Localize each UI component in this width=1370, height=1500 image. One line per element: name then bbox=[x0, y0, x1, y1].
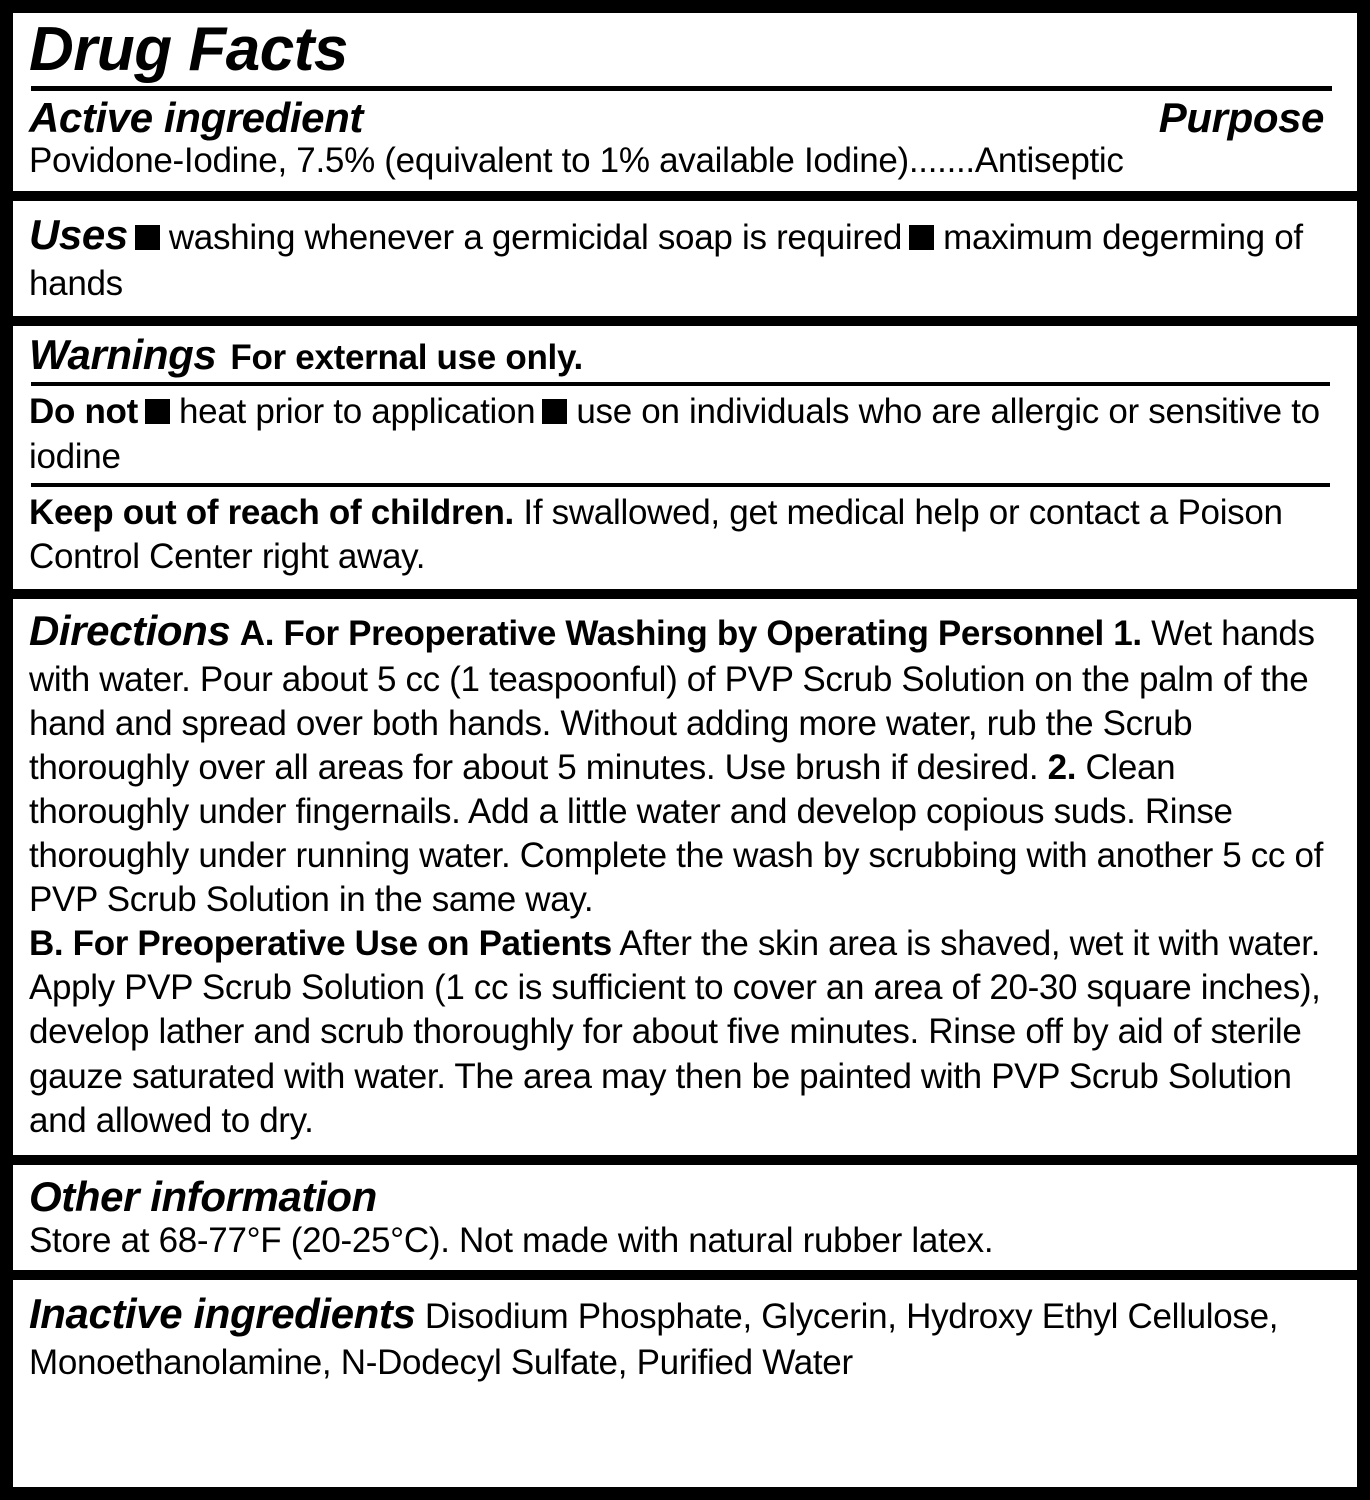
directions-part-a bbox=[29, 605, 1342, 922]
page-title: Drug Facts bbox=[29, 15, 348, 84]
square-bullet-icon bbox=[145, 399, 170, 424]
do-not-label: Do not bbox=[29, 392, 138, 432]
active-ingredient-heading: Active ingredient bbox=[29, 93, 363, 141]
warnings-header-row bbox=[29, 332, 1342, 378]
directions-part-b-text: After the skin area is shaved, wet it with water. Apply PVP Scrub Solution (1 cc is sufficient to cover an area of 20-30 square inches), develop lather and scrub thoroughly for about five minutes. Rinse off by aid of sterile gauze saturated with water. The area may then be painted with PVP Scrub Solution and allowed to dry. bbox=[29, 924, 1321, 1140]
directions-panel bbox=[13, 599, 1357, 1155]
keep-out-content bbox=[29, 491, 1342, 579]
directions-part-a-text-1: Wet hands with water. Pour about 5 cc (1 teaspoonful) of PVP Scrub Solution on the palm of the hand and spread over both hands. Without adding more water, rub the Scrub thoroughly over all areas for about 5 minutes. Use brush if desired. bbox=[29, 613, 1315, 787]
square-bullet-icon bbox=[542, 399, 567, 424]
title-panel bbox=[13, 13, 1357, 91]
active-ingredient-header-row bbox=[29, 95, 1342, 141]
do-not-item-1: use on individuals who are allergic or sensitive to iodine bbox=[29, 392, 1320, 476]
keep-out-rule bbox=[31, 483, 1330, 487]
directions-heading: Directions bbox=[29, 606, 231, 654]
warnings-heading: Warnings bbox=[29, 331, 217, 379]
inactive-ingredients-heading: Inactive ingredients bbox=[29, 1289, 416, 1337]
warnings-rule bbox=[31, 382, 1330, 386]
other-information-text: Store at 68-77°F (20-25°C). Not made with natural rubber latex. bbox=[29, 1220, 994, 1260]
uses-heading: Uses bbox=[29, 211, 128, 259]
directions-heading-spacer bbox=[230, 614, 239, 653]
other-information-panel bbox=[13, 1165, 1357, 1270]
inactive-ingredients-text: Disodium Phosphate, Glycerin, Hydroxy Ethyl Cellulose, Monoethanolamine, N-Dodecyl Sulfate, Purified Water bbox=[29, 1296, 1279, 1382]
other-information-heading: Other information bbox=[29, 1172, 377, 1220]
section-divider-bar bbox=[13, 1155, 1357, 1165]
uses-content bbox=[29, 209, 1342, 306]
inactive-ingredients-panel bbox=[13, 1280, 1357, 1395]
uses-panel bbox=[13, 201, 1357, 316]
keep-out-label: Keep out of reach of children. bbox=[29, 492, 514, 532]
do-not-item-0: heat prior to application bbox=[179, 392, 536, 432]
directions-part-a-text-2: Clean thoroughly under fingernails. Add a little water and develop copious suds. Rinse thoroughly under running water. Complete the wash by scrubbing with another 5 cc of PVP Scrub Solution in the same way. bbox=[29, 747, 1323, 920]
keep-out-text: If swallowed, get medical help or contact a Poison Control Center right away. bbox=[29, 492, 1283, 576]
active-ingredient-panel bbox=[13, 91, 1357, 191]
directions-step-2-label: 2. bbox=[1047, 747, 1077, 787]
uses-item-0: washing whenever a germicidal soap is required bbox=[168, 218, 903, 258]
section-divider-bar bbox=[13, 191, 1357, 201]
square-bullet-icon bbox=[135, 225, 160, 250]
warnings-panel bbox=[13, 326, 1357, 589]
section-divider-bar bbox=[13, 589, 1357, 599]
square-bullet-icon bbox=[909, 225, 934, 250]
section-divider-bar bbox=[13, 1270, 1357, 1280]
active-ingredient-line: Povidone-Iodine, 7.5% (equivalent to 1% available Iodine).......Antiseptic bbox=[29, 141, 1124, 181]
section-divider-bar bbox=[13, 316, 1357, 326]
do-not-content bbox=[29, 390, 1342, 478]
directions-part-b-label: B. For Preoperative Use on Patients bbox=[29, 924, 612, 964]
inactive-ingredients-content bbox=[29, 1288, 1342, 1385]
purpose-heading: Purpose bbox=[1158, 93, 1324, 141]
warnings-subheading: For external use only. bbox=[230, 338, 583, 378]
uses-item-1: maximum degerming of hands bbox=[29, 218, 1303, 304]
directions-part-b bbox=[29, 922, 1342, 1142]
keep-out-spacer bbox=[514, 493, 523, 532]
directions-part-a-label: A. For Preoperative Washing by Operating Personnel 1. bbox=[239, 613, 1142, 653]
